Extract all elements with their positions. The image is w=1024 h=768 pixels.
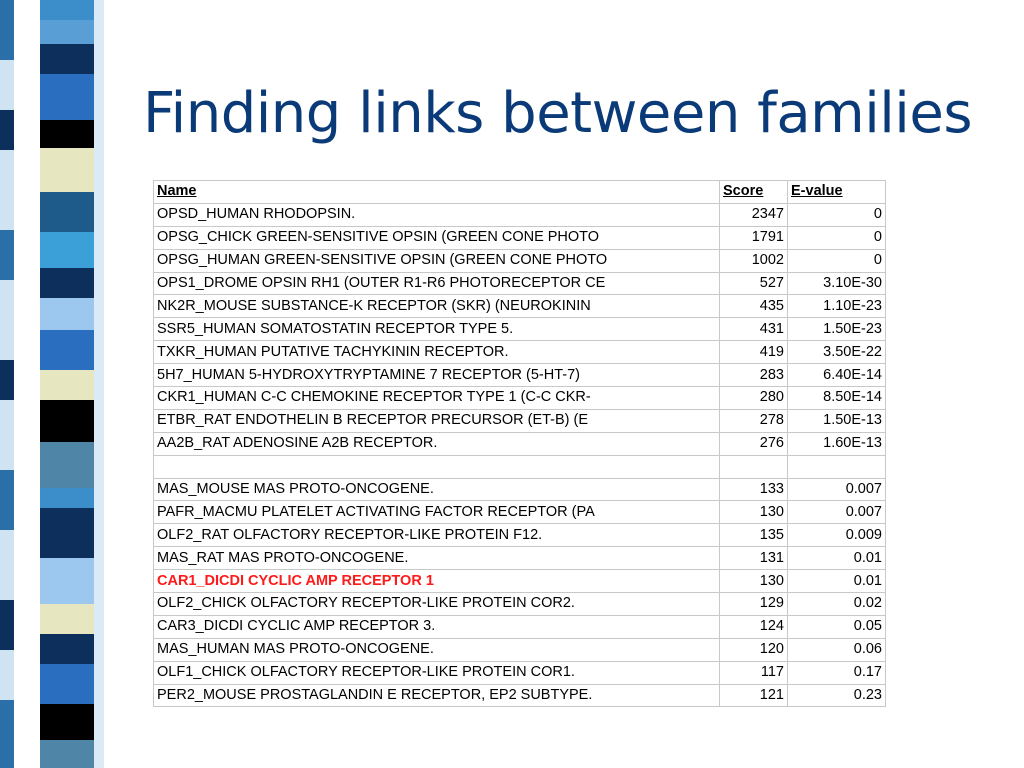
- table-row: [154, 295, 886, 318]
- table-row: [154, 524, 886, 547]
- table-row: [154, 432, 886, 455]
- cell-score: 117: [720, 661, 788, 684]
- cell-evalue: 8.50E-14: [788, 387, 886, 410]
- cell-name: CAR3_DICDI CYCLIC AMP RECEPTOR 3.: [154, 615, 720, 638]
- column-header-evalue[interactable]: E-value: [788, 181, 886, 204]
- table-row: [154, 272, 886, 295]
- table-row: [154, 226, 886, 249]
- cell-evalue: 1.10E-23: [788, 295, 886, 318]
- cell-name: OPSD_HUMAN RHODOPSIN.: [154, 203, 720, 226]
- cell-name: OLF1_CHICK OLFACTORY RECEPTOR-LIKE PROTEIN COR1.: [154, 661, 720, 684]
- results-table-container: [153, 180, 886, 707]
- slide-title: Finding links between families: [143, 81, 972, 146]
- cell-name: MAS_HUMAN MAS PROTO-ONCOGENE.: [154, 638, 720, 661]
- cell-evalue: 0.007: [788, 478, 886, 501]
- cell-name: PER2_MOUSE PROSTAGLANDIN E RECEPTOR, EP2 SUBTYPE.: [154, 684, 720, 707]
- cell-score: 280: [720, 387, 788, 410]
- table-row: [154, 318, 886, 341]
- column-header-name[interactable]: Name: [154, 181, 720, 204]
- cell-evalue: 3.50E-22: [788, 341, 886, 364]
- cell-name: PAFR_MACMU PLATELET ACTIVATING FACTOR RECEPTOR (PA: [154, 501, 720, 524]
- table-row-spacer: [154, 455, 886, 478]
- table-row: [154, 501, 886, 524]
- cell-name: OLF2_RAT OLFACTORY RECEPTOR-LIKE PROTEIN F12.: [154, 524, 720, 547]
- table-header-row: [154, 181, 886, 204]
- cell-score: 121: [720, 684, 788, 707]
- cell-evalue: 0.01: [788, 570, 886, 593]
- cell-score: 135: [720, 524, 788, 547]
- decorative-stripe-bar: [0, 0, 130, 768]
- cell-name: AA2B_RAT ADENOSINE A2B RECEPTOR.: [154, 432, 720, 455]
- cell-score: 431: [720, 318, 788, 341]
- cell-evalue: 0.02: [788, 593, 886, 616]
- cell-name: MAS_RAT MAS PROTO-ONCOGENE.: [154, 547, 720, 570]
- cell-name-highlighted: CAR1_DICDI CYCLIC AMP RECEPTOR 1: [154, 570, 720, 593]
- cell-score: 133: [720, 478, 788, 501]
- table-row: [154, 409, 886, 432]
- cell-score: 419: [720, 341, 788, 364]
- cell-evalue: 1.50E-13: [788, 409, 886, 432]
- cell-evalue: 3.10E-30: [788, 272, 886, 295]
- cell-score: 2347: [720, 203, 788, 226]
- cell-evalue: 0: [788, 249, 886, 272]
- cell-evalue: 1.50E-23: [788, 318, 886, 341]
- results-table: [153, 180, 886, 707]
- cell-score: 283: [720, 364, 788, 387]
- cell-score: [720, 455, 788, 478]
- cell-evalue: 0.05: [788, 615, 886, 638]
- cell-evalue: 1.60E-13: [788, 432, 886, 455]
- cell-name: OPSG_CHICK GREEN-SENSITIVE OPSIN (GREEN CONE PHOTO: [154, 226, 720, 249]
- cell-evalue: 0.06: [788, 638, 886, 661]
- cell-score: 435: [720, 295, 788, 318]
- cell-evalue: 0.17: [788, 661, 886, 684]
- cell-name: OPS1_DROME OPSIN RH1 (OUTER R1-R6 PHOTORECEPTOR CE: [154, 272, 720, 295]
- table-row: [154, 478, 886, 501]
- table-row-highlighted: [154, 570, 886, 593]
- cell-name: 5H7_HUMAN 5-HYDROXYTRYPTAMINE 7 RECEPTOR (5-HT-7): [154, 364, 720, 387]
- cell-score: 131: [720, 547, 788, 570]
- cell-evalue: 0: [788, 226, 886, 249]
- cell-evalue: [788, 455, 886, 478]
- cell-name: TXKR_HUMAN PUTATIVE TACHYKININ RECEPTOR.: [154, 341, 720, 364]
- cell-score: 120: [720, 638, 788, 661]
- table-row: [154, 615, 886, 638]
- table-row: [154, 203, 886, 226]
- cell-evalue: 0.007: [788, 501, 886, 524]
- cell-score: 1791: [720, 226, 788, 249]
- cell-name: NK2R_MOUSE SUBSTANCE-K RECEPTOR (SKR) (NEUROKININ: [154, 295, 720, 318]
- table-row: [154, 547, 886, 570]
- cell-score: 278: [720, 409, 788, 432]
- table-row: [154, 638, 886, 661]
- cell-name: ETBR_RAT ENDOTHELIN B RECEPTOR PRECURSOR (ET-B) (E: [154, 409, 720, 432]
- cell-name: [154, 455, 720, 478]
- cell-score: 1002: [720, 249, 788, 272]
- cell-evalue: 0: [788, 203, 886, 226]
- cell-score: 124: [720, 615, 788, 638]
- cell-name: OPSG_HUMAN GREEN-SENSITIVE OPSIN (GREEN CONE PHOTO: [154, 249, 720, 272]
- cell-evalue: 0.01: [788, 547, 886, 570]
- table-row: [154, 249, 886, 272]
- table-row: [154, 684, 886, 707]
- stripe-pattern-graphic: [0, 0, 130, 768]
- cell-evalue: 0.23: [788, 684, 886, 707]
- cell-score: 527: [720, 272, 788, 295]
- cell-name: SSR5_HUMAN SOMATOSTATIN RECEPTOR TYPE 5.: [154, 318, 720, 341]
- table-body: [154, 203, 886, 707]
- cell-score: 130: [720, 501, 788, 524]
- table-row: [154, 661, 886, 684]
- cell-score: 130: [720, 570, 788, 593]
- table-row: [154, 593, 886, 616]
- cell-name: MAS_MOUSE MAS PROTO-ONCOGENE.: [154, 478, 720, 501]
- cell-score: 129: [720, 593, 788, 616]
- table-row: [154, 364, 886, 387]
- table-row: [154, 341, 886, 364]
- cell-evalue: 6.40E-14: [788, 364, 886, 387]
- cell-evalue: 0.009: [788, 524, 886, 547]
- cell-name: CKR1_HUMAN C-C CHEMOKINE RECEPTOR TYPE 1 (C-C CKR-: [154, 387, 720, 410]
- column-header-score[interactable]: Score: [720, 181, 788, 204]
- cell-name: OLF2_CHICK OLFACTORY RECEPTOR-LIKE PROTEIN COR2.: [154, 593, 720, 616]
- cell-score: 276: [720, 432, 788, 455]
- table-row: [154, 387, 886, 410]
